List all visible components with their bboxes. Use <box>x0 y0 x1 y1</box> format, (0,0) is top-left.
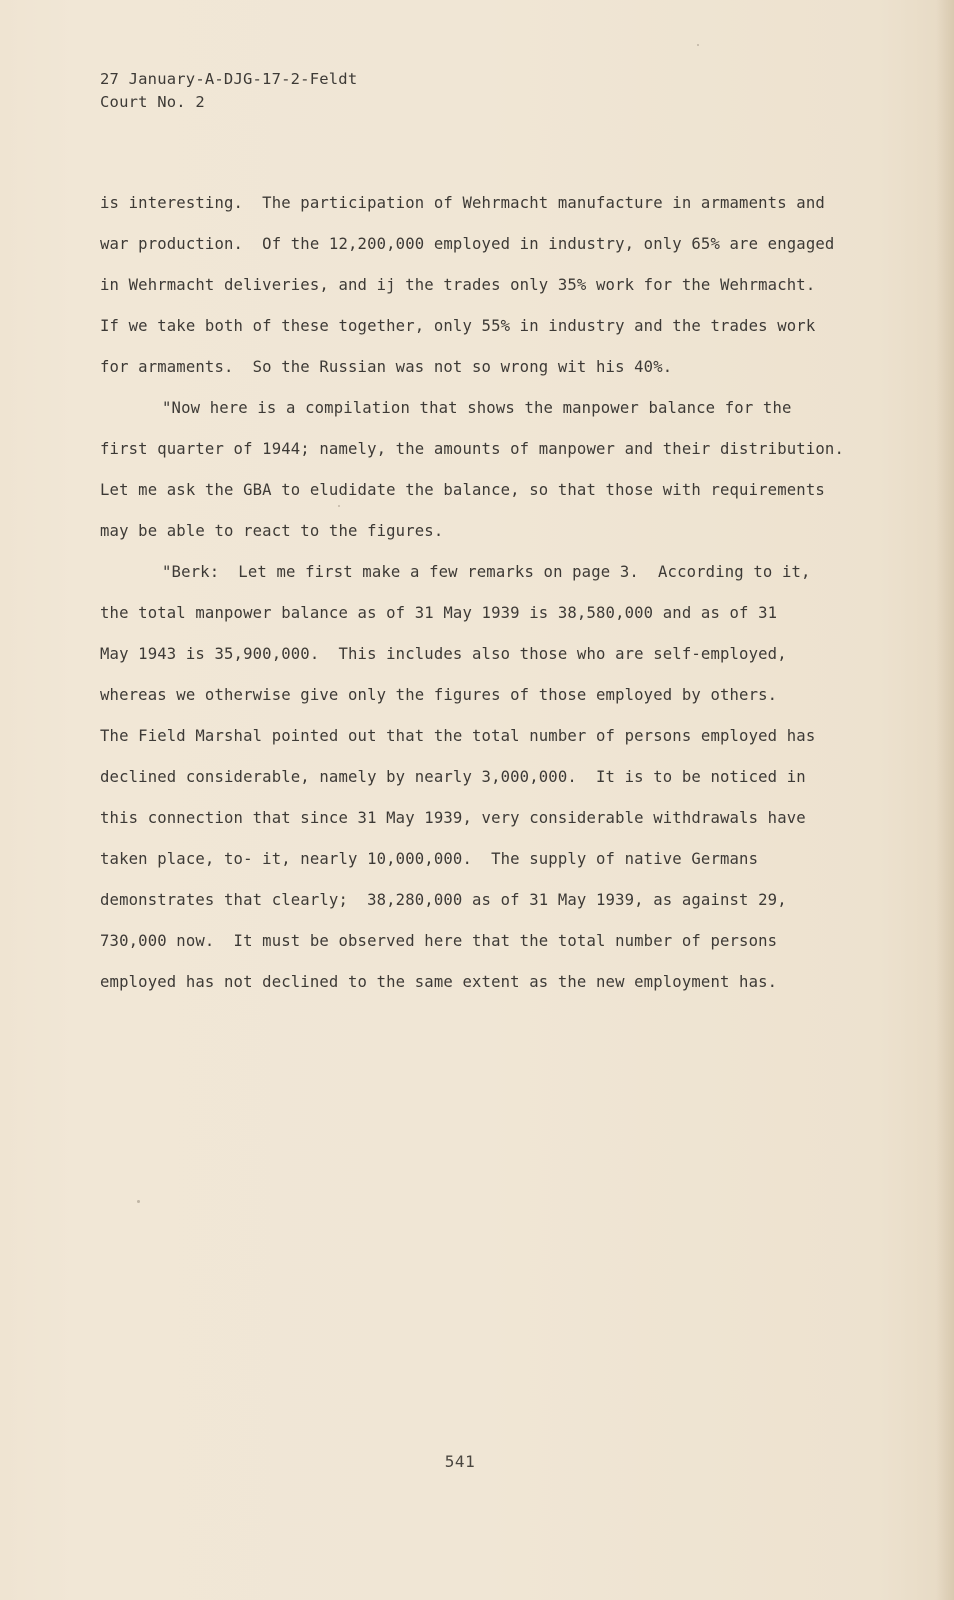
text-line: 730,000 now. It must be observed here that the total number of persons <box>100 932 778 950</box>
text-line-paragraph-start: "Now here is a compilation that shows the manpower balance for the <box>162 399 792 417</box>
text-line: May 1943 is 35,900,000. This includes also those who are self-employed, <box>100 645 787 663</box>
text-line: demonstrates that clearly; 38,280,000 as of 31 May 1939, as against 29, <box>100 891 787 909</box>
header-court: Court No. 2 <box>100 93 205 111</box>
text-line: the total manpower balance as of 31 May 1939 is 38,580,000 and as of 31 <box>100 604 778 622</box>
text-line: war production. Of the 12,200,000 employed in industry, only 65% are engaged <box>100 235 835 253</box>
text-line: is interesting. The participation of Wehrmacht manufacture in armaments and <box>100 194 825 212</box>
paper-speck <box>697 44 699 46</box>
document-header <box>100 68 357 114</box>
text-line: employed has not declined to the same extent as the new employment has. <box>100 973 778 991</box>
page-number: 541 <box>444 1452 476 1471</box>
text-line: for armaments. So the Russian was not so wrong wit his 40%. <box>100 358 673 376</box>
header-reference: 27 January-A-DJG-17-2-Feldt <box>100 70 358 88</box>
text-line: declined considerable, namely by nearly 3,000,000. It is to be noticed in <box>100 768 806 786</box>
text-line: whereas we otherwise give only the figures of those employed by others. <box>100 686 778 704</box>
text-line: taken place, to- it, nearly 10,000,000. The supply of native Germans <box>100 850 759 868</box>
text-line: may be able to react to the figures. <box>100 522 444 540</box>
paper-speck <box>338 505 340 507</box>
text-line: in Wehrmacht deliveries, and ij the trades only 35% work for the Wehrmacht. <box>100 276 816 294</box>
paper-speck <box>137 1200 140 1203</box>
text-line-paragraph-start: "Berk: Let me first make a few remarks on page 3. According to it, <box>162 563 811 581</box>
text-line: first quarter of 1944; namely, the amounts of manpower and their distribution. <box>100 440 844 458</box>
text-line: this connection that since 31 May 1939, very considerable withdrawals have <box>100 809 806 827</box>
text-line: If we take both of these together, only 55% in industry and the trades work <box>100 317 816 335</box>
transcript-body <box>100 183 910 1003</box>
text-line: Let me ask the GBA to eludidate the balance, so that those with requirements <box>100 481 825 499</box>
text-line: The Field Marshal pointed out that the total number of persons employed has <box>100 727 816 745</box>
